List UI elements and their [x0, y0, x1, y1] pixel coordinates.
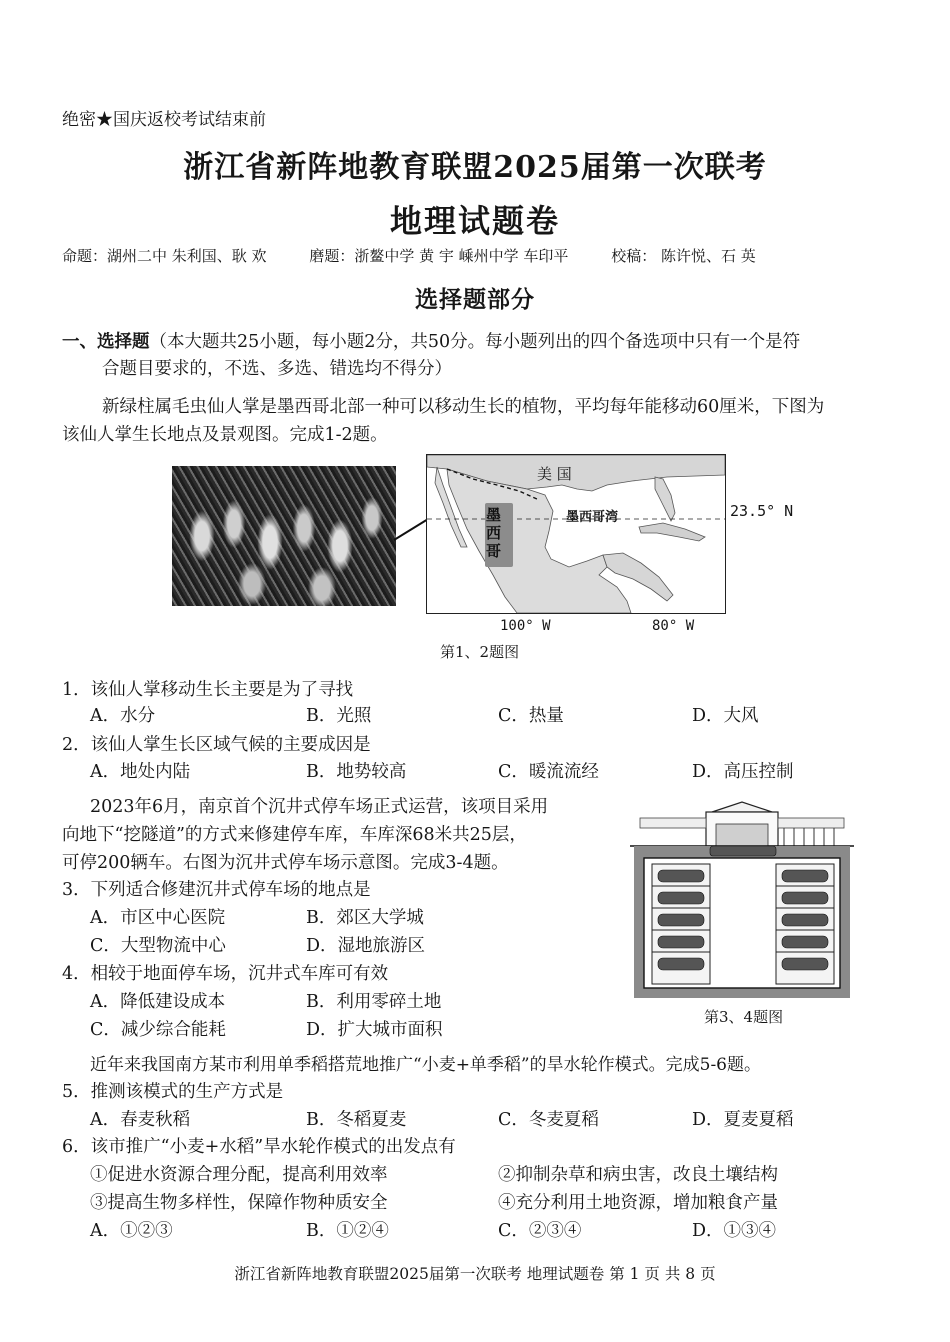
map-lon-label-80w: 80° W [652, 618, 695, 634]
map-lat-label: 23.5° N [730, 502, 794, 520]
q3-option-c[interactable]: C．大型物流中心 [90, 936, 226, 956]
q4-option-d[interactable]: D．扩大城市面积 [306, 1020, 443, 1040]
q6-option-c[interactable]: C．②③④ [498, 1221, 582, 1241]
mexico-map [426, 454, 726, 614]
q4-stem: 4．相较于地面停车场，沉井式车库可有效 [62, 964, 389, 984]
shaft-garage-drawing [630, 800, 854, 1000]
confidential-notice: 绝密★国庆返校考试结束前 [62, 110, 266, 130]
instruction-text-1: （本大题共25小题，每小题2分，共50分。每小题列出的四个备选项中只有一个是符 [149, 332, 801, 352]
q5-option-a[interactable]: A．春麦秋稻 [90, 1110, 191, 1130]
figure1-caption: 第1、2题图 [440, 643, 520, 661]
credits-reviewers: 磨题：浙鳌中学 黄 宇 嵊州中学 车印平 [309, 247, 569, 265]
q2-option-c[interactable]: C．暖流流经 [498, 762, 599, 782]
passage2-line-2: 向地下“挖隧道”的方式来修建停车库，车库深68米共25层， [62, 825, 527, 845]
q4-option-c[interactable]: C．减少综合能耗 [90, 1020, 226, 1040]
passage3-line-1: 近年来我国南方某市利用单季稻搭荒地推广“小麦+单季稻”的旱水轮作模式。完成5-6题。 [90, 1055, 762, 1075]
credits-proofreaders: 校稿： 陈许悦、石 英 [611, 247, 756, 265]
q1-option-b[interactable]: B．光照 [306, 706, 372, 726]
q2-stem: 2．该仙人掌生长区域气候的主要成因是 [62, 735, 371, 755]
q2-option-d[interactable]: D．高压控制 [692, 762, 794, 782]
section-title: 选择题部分 [415, 286, 535, 313]
passage1-line-2: 该仙人掌生长地点及景观图。完成1-2题。 [62, 425, 388, 445]
page-footer: 浙江省新阵地教育联盟2025届第一次联考 地理试题卷 第 1 页 共 8 页 [234, 1265, 716, 1283]
q6-stem: 6．该市推广“小麦+水稻”旱水轮作模式的出发点有 [62, 1137, 456, 1157]
instruction-line-2: 合题目要求的，不选、多选、错选均不得分） [102, 359, 452, 379]
shaft-garage-diagram [630, 800, 854, 1000]
q1-stem: 1．该仙人掌移动生长主要是为了寻找 [62, 680, 354, 700]
paper-subtitle: 地理试题卷 [389, 202, 560, 240]
q5-stem: 5．推测该模式的生产方式是 [62, 1082, 284, 1102]
q6-option-b[interactable]: B．①②④ [306, 1221, 389, 1241]
q6-statement-3: ③提高生物多样性，保障作物种质安全 [90, 1193, 388, 1213]
q1-option-d[interactable]: D．大风 [692, 706, 759, 726]
q4-option-b[interactable]: B．利用零碎土地 [306, 992, 442, 1012]
credits-line [62, 245, 794, 266]
credits-setters: 命题：湖州二中 朱利国、耿 欢 [62, 247, 267, 265]
q2-option-b[interactable]: B．地势较高 [306, 762, 407, 782]
passage1-line-1: 新绿柱属毛虫仙人掌是墨西哥北部一种可以移动生长的植物，平均每年能移动60厘米，下图为 [102, 397, 825, 417]
q2-option-a[interactable]: A．地处内陆 [90, 762, 191, 782]
q5-option-c[interactable]: C．冬麦夏稻 [498, 1110, 599, 1130]
mexico-map-drawing [427, 455, 725, 613]
map-label-usa: 美 国 [537, 465, 572, 483]
q1-option-c[interactable]: C．热量 [498, 706, 564, 726]
q6-statement-2: ②抑制杂草和病虫害，改良土壤结构 [498, 1165, 778, 1185]
q6-statement-4: ④充分利用土地资源，增加粮食产量 [498, 1193, 778, 1213]
q6-option-a[interactable]: A．①②③ [90, 1221, 173, 1241]
q6-statement-1: ①促进水资源合理分配，提高利用效率 [90, 1165, 388, 1185]
q1-option-a[interactable]: A．水分 [90, 706, 156, 726]
q3-option-a[interactable]: A．市区中心医院 [90, 908, 226, 928]
q3-option-d[interactable]: D．湿地旅游区 [306, 936, 426, 956]
q3-option-b[interactable]: B．郊区大学城 [306, 908, 424, 928]
exam-title: 浙江省新阵地教育联盟2025届第一次联考 [183, 150, 767, 185]
q4-option-a[interactable]: A．降低建设成本 [90, 992, 226, 1012]
instruction-label: 一、选择题 [62, 332, 150, 352]
figure2-caption: 第3、4题图 [704, 1008, 784, 1026]
map-label-mexico: 墨西哥 [486, 506, 502, 560]
q3-stem: 3．下列适合修建沉井式停车场的地点是 [62, 880, 371, 900]
passage2-line-1: 2023年6月，南京首个沉井式停车场正式运营，该项目采用 [90, 797, 549, 817]
q5-option-d[interactable]: D．夏麦夏稻 [692, 1110, 794, 1130]
instruction-line-1 [62, 328, 800, 353]
q6-option-d[interactable]: D．①③④ [692, 1221, 777, 1241]
cactus-photo [172, 466, 396, 606]
map-label-gulf: 墨西哥湾 [566, 510, 619, 525]
map-lon-label-100w: 100° W [500, 618, 551, 634]
q5-option-b[interactable]: B．冬稻夏麦 [306, 1110, 407, 1130]
passage2-line-3: 可停200辆车。右图为沉井式停车场示意图。完成3-4题。 [62, 853, 509, 873]
